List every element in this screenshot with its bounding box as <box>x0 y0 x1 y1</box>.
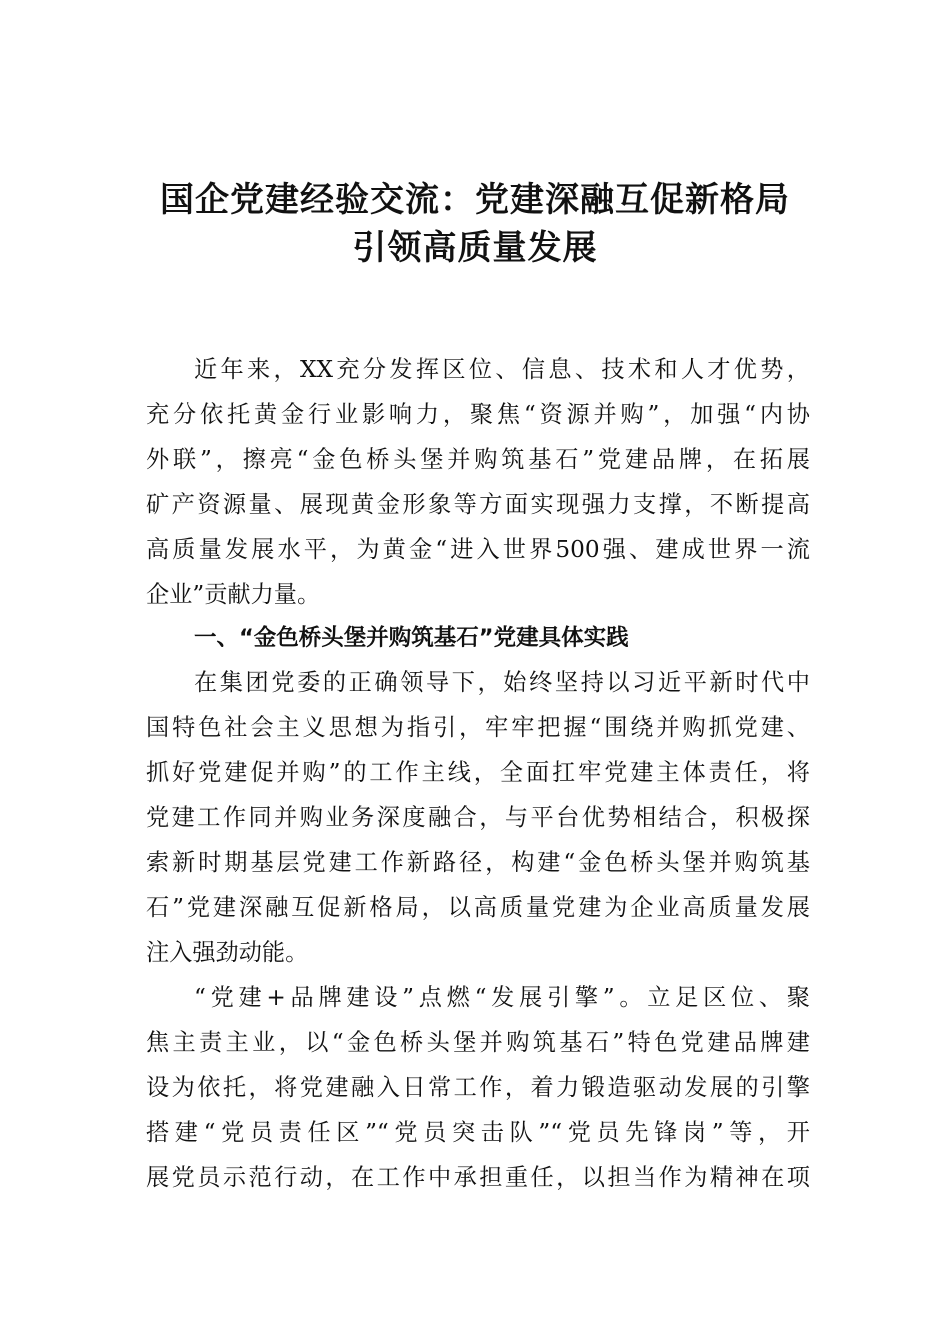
paragraph-3-line-5: 展党员示范行动，在工作中承担重任，以担当作为精神在项 <box>146 1164 810 1191</box>
paragraph-1-line-2: 充分依托黄金行业影响力，聚焦“资源并购”，加强“内协 <box>146 401 810 428</box>
section-1-heading: 一、“金色桥头堡并购筑基石”党建具体实践 <box>194 625 629 651</box>
document-title-line-2: 引领高质量发展 <box>352 228 598 268</box>
paragraph-2-line-1: 在集团党委的正确领导下，始终坚持以习近平新时代中 <box>194 669 810 696</box>
paragraph-3-line-4: 搭建“党员责任区”“党员突击队”“党员先锋岗”等，开 <box>146 1119 810 1146</box>
paragraph-2-line-6: 石”党建深融互促新格局，以高质量党建为企业高质量发展 <box>146 894 810 921</box>
paragraph-3-line-1: “党建+品牌建设”点燃“发展引擎”。立足区位、聚 <box>194 984 810 1011</box>
paragraph-1-line-5: 高质量发展水平，为黄金“进入世界500强、建成世界一流 <box>146 536 810 563</box>
paragraph-1-line-1: 近年来，XX充分发挥区位、信息、技术和人才优势， <box>194 356 810 383</box>
document-title-line-1: 国企党建经验交流：党建深融互促新格局 <box>160 180 790 220</box>
paragraph-1-line-4: 矿产资源量、展现黄金形象等方面实现强力支撑，不断提高 <box>146 491 810 518</box>
paragraph-2-line-3: 抓好党建促并购”的工作主线，全面扛牢党建主体责任，将 <box>146 759 810 786</box>
paragraph-2-line-4: 党建工作同并购业务深度融合，与平台优势相结合，积极探 <box>146 804 810 831</box>
paragraph-3-line-3: 设为依托，将党建融入日常工作，着力锻造驱动发展的引擎 <box>146 1074 810 1101</box>
paragraph-2-line-2: 国特色社会主义思想为指引，牢牢把握“围绕并购抓党建、 <box>146 714 810 741</box>
paragraph-1-line-6: 企业”贡献力量。 <box>146 581 321 608</box>
paragraph-1-line-3: 外联”，擦亮“金色桥头堡并购筑基石”党建品牌，在拓展 <box>146 446 810 473</box>
paragraph-3-line-2: 焦主责主业，以“金色桥头堡并购筑基石”特色党建品牌建 <box>146 1029 810 1056</box>
paragraph-2-line-7: 注入强劲动能。 <box>146 939 309 966</box>
paragraph-2-line-5: 索新时期基层党建工作新路径，构建“金色桥头堡并购筑基 <box>146 849 810 876</box>
